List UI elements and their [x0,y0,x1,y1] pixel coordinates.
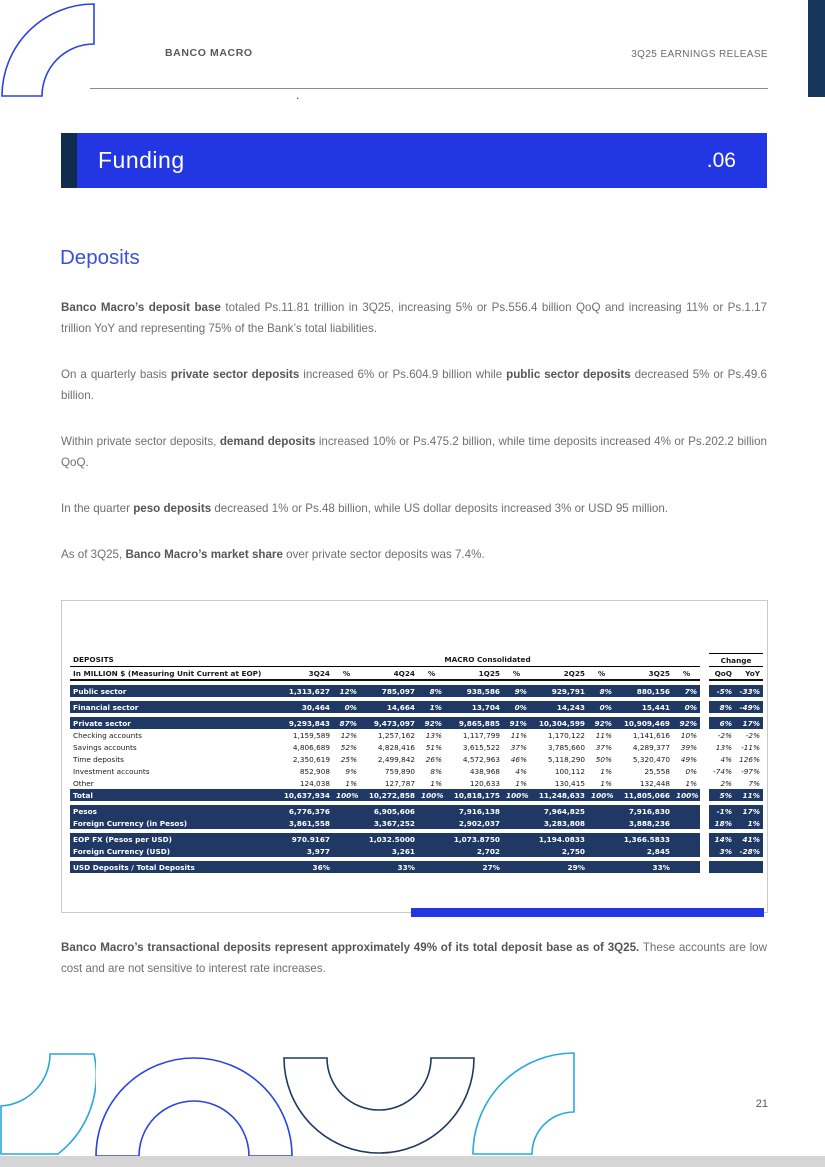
percent-cell: 1% [600,766,612,776]
value-cell: 10,304,599 [530,717,588,729]
percent-cell [418,833,445,845]
stray-dot: . [296,88,300,102]
value-cell: 7,964,825 [530,805,588,817]
value-cell: 5,320,470 [632,754,670,764]
gap-cell [700,685,709,697]
yoy-cell: -33% [735,685,763,697]
release-title: 3Q25 EARNINGS RELEASE [631,49,768,60]
value-cell: 3,261 [360,845,418,857]
value-cell: 4,572,963 [462,754,500,764]
percent-cell: 0% [588,701,615,713]
value-cell: 785,097 [360,685,418,697]
table-row [70,685,763,697]
qoq-cell: 13% [715,742,733,752]
gap-cell [700,861,709,873]
row-label: Investment accounts [73,766,150,776]
gap-cell [700,789,709,801]
header-rule [90,88,768,89]
yoy-cell: -28% [735,845,763,857]
value-cell: 10,909,469 [615,717,673,729]
percent-cell [333,845,360,857]
table-row [70,741,763,753]
value-cell: 13,704 [445,701,503,713]
text-segment: On a quarterly basis [61,368,171,381]
percent-cell: 8% [430,766,442,776]
quarter-column-header: 3Q25 [615,667,673,681]
table-row [70,861,763,873]
percent-cell: 1% [418,701,445,713]
text-segment: As of 3Q25, [61,548,126,561]
value-cell: 1,073.8750 [445,833,503,845]
value-cell: 25,558 [644,766,670,776]
percent-cell: 4% [515,766,527,776]
percent-cell: 51% [425,742,442,752]
percent-cell [503,861,530,873]
value-cell: 14,664 [360,701,418,713]
row-label: Foreign Currency (USD) [70,845,275,857]
value-cell: 132,448 [639,778,670,788]
value-cell: 6,776,376 [275,805,333,817]
table-row [70,777,763,789]
percent-cell: 100% [673,789,700,801]
gap-cell [700,741,709,753]
percent-cell [503,833,530,845]
gap-cell [700,753,709,765]
row-label: Time deposits [73,754,124,764]
change-column-header: YoY [735,667,763,681]
gap-cell [700,833,709,845]
value-cell: 929,791 [530,685,588,697]
row-label: Financial sector [70,701,275,713]
gap-cell [700,845,709,857]
bold-text-segment: Banco Macro’s deposit base [61,301,226,314]
row-label: Pesos [70,805,275,817]
value-cell: 100,112 [554,766,585,776]
text-segment: In the quarter [61,502,134,515]
table-row [70,789,763,801]
row-label: EOP FX (Pesos per USD) [70,833,275,845]
percent-cell: 13% [425,730,442,740]
percent-cell: 0% [673,701,700,713]
bold-text-segment: demand deposits [219,435,316,448]
percent-column-header: % [673,667,700,681]
value-cell: 33% [615,861,673,873]
row-label: Checking accounts [73,730,142,740]
gap-cell [700,805,709,817]
deposits-table [70,653,763,873]
percent-cell: 1% [515,778,527,788]
value-cell: 130,415 [554,778,585,788]
text-segment: increased 10% or Ps.475.2 billion, while time deposits increased 4% or Ps.202.2 billion QoQ. [61,435,767,469]
value-cell: 29% [530,861,588,873]
gap-cell [700,729,709,741]
corner-navy-rectangle [808,0,825,97]
gap-cell [700,817,709,829]
percent-cell: 100% [503,789,530,801]
table-row [70,753,763,765]
percent-cell: 100% [333,789,360,801]
value-cell: 852,908 [299,766,330,776]
qoq-cell: 2% [720,778,733,788]
text-segment: Within private sector deposits, [61,435,220,448]
yoy-cell: 126% [739,754,761,764]
percent-cell: 91% [503,717,530,729]
yoy-cell: 1% [735,817,763,829]
value-cell: 6,905,606 [360,805,418,817]
percent-cell: 1% [345,778,357,788]
banner-stripe [61,133,77,188]
paragraph [61,544,767,565]
gap-cell [700,701,709,713]
percent-cell: 7% [673,685,700,697]
footer-gray-bar [0,1156,825,1167]
qoq-cell: -5% [709,685,735,697]
qoq-cell: -2% [717,730,733,740]
percent-cell [418,817,445,829]
percent-column-header: % [588,667,615,681]
value-cell: 30,464 [275,701,333,713]
value-cell: 1,170,122 [547,730,585,740]
deposits-table-box [61,600,768,913]
percent-cell [673,861,700,873]
value-cell: 970.9167 [275,833,333,845]
percent-cell [588,861,615,873]
value-cell: 127,787 [384,778,415,788]
row-label: Other [73,778,94,788]
value-cell: 7,916,830 [615,805,673,817]
yoy-cell: -11% [741,742,761,752]
row-label: Total [70,789,275,801]
percent-cell [333,833,360,845]
gap-cell [700,765,709,777]
value-cell: 3,615,522 [462,742,500,752]
bold-text-segment: private sector deposits [170,368,300,381]
percent-cell [418,845,445,857]
yoy-cell: 41% [735,833,763,845]
value-cell: 7,916,138 [445,805,503,817]
body-copy [61,297,767,590]
value-cell: 14,243 [530,701,588,713]
value-cell: 2,845 [615,845,673,857]
qoq-cell: 14% [709,833,735,845]
value-cell: 4,806,689 [292,742,330,752]
value-cell: 124,038 [299,778,330,788]
yoy-cell: 17% [735,805,763,817]
percent-cell: 12% [340,730,357,740]
value-cell: 33% [360,861,418,873]
row-label: Public sector [70,685,275,697]
bold-text-segment: peso deposits [133,502,212,515]
value-cell: 3,283,808 [530,817,588,829]
percent-cell: 1% [430,778,442,788]
percent-cell: 10% [680,730,698,740]
percent-cell: 52% [340,742,357,752]
table-row [70,765,763,777]
text-segment: increased 6% or Ps.604.9 billion while [299,368,507,381]
bold-text-segment: Banco Macro’s market share [125,548,283,561]
row-label: Savings accounts [73,742,137,752]
value-cell: 3,977 [275,845,333,857]
percent-cell: 1% [600,778,612,788]
qoq-cell: 3% [709,845,735,857]
quarter-column-header: 1Q25 [445,667,503,681]
value-cell: 9,293,843 [275,717,333,729]
table-header-row [70,667,763,681]
yoy-cell: 11% [735,789,763,801]
percent-cell [588,833,615,845]
percent-cell: 92% [418,717,445,729]
value-cell: 1,366.5833 [615,833,673,845]
value-cell: 2,750 [530,845,588,857]
table-row [70,817,763,829]
paragraph [61,498,767,519]
value-cell: 4,828,416 [377,742,415,752]
page-number: 21 [755,1098,768,1110]
value-cell: 1,159,589 [292,730,330,740]
qoq-cell: -74% [713,766,733,776]
value-cell: 1,141,616 [632,730,670,740]
percent-cell [333,805,360,817]
text-segment: totaled Ps.11.81 trillion in 3Q25, increasing 5% or Ps.556.4 billion QoQ and increasing 11% or Ps.1.17 trillion YoY and representing 75% of the Bank’s total liabilities. [61,301,767,335]
value-cell: 2,702 [445,845,503,857]
gap-cell [700,717,709,729]
percent-cell [673,845,700,857]
table-row [70,845,763,857]
value-cell: 2,902,037 [445,817,503,829]
banner-section-number: .06 [706,148,736,172]
percent-cell [333,861,360,873]
table-title-row [70,654,763,667]
percent-cell: 26% [425,754,442,764]
percent-cell [588,817,615,829]
value-cell: 3,785,660 [547,742,585,752]
qoq-cell: 18% [709,817,735,829]
paragraph [61,364,767,406]
brand-title: BANCO MACRO [165,47,253,59]
percent-cell: 92% [673,717,700,729]
yoy-cell: 7% [748,778,761,788]
table-row [70,833,763,845]
table-accent-bar [411,908,764,917]
bold-text-segment: public sector deposits [506,368,631,381]
value-cell: 438,968 [469,766,500,776]
value-cell: 5,118,290 [547,754,585,764]
percent-cell: 100% [588,789,615,801]
text-segment: decreased 1% or Ps.48 billion, while US dollar deposits increased 3% or USD 95 million. [211,502,669,515]
footer-copy [61,937,767,1004]
percent-cell [673,833,700,845]
table-title: DEPOSITS [70,654,275,667]
percent-column-header: % [333,667,360,681]
percent-cell [418,805,445,817]
value-cell: 10,637,934 [275,789,333,801]
row-label: USD Deposits / Total Deposits [70,861,275,873]
value-cell: 1,257,162 [377,730,415,740]
qoq-cell: 6% [709,717,735,729]
percent-cell: 92% [588,717,615,729]
paragraph [61,431,767,473]
arc-decoration-bottom-4 [472,1052,576,1156]
value-cell: 880,156 [615,685,673,697]
percent-cell: 49% [680,754,698,764]
percent-cell [673,805,700,817]
percent-cell [418,861,445,873]
percent-cell: 11% [510,730,527,740]
percent-cell: 37% [595,742,612,752]
value-cell: 10,272,858 [360,789,418,801]
percent-column-header: % [503,667,530,681]
value-cell: 4,289,377 [632,742,670,752]
yoy-cell [735,861,763,873]
percent-cell: 12% [333,685,360,697]
value-cell: 3,888,236 [615,817,673,829]
gap-column [700,667,709,681]
percent-cell [503,845,530,857]
percent-cell: 0% [685,766,698,776]
percent-column-header: % [418,667,445,681]
yoy-cell: -2% [745,730,761,740]
gap-cell [700,777,709,789]
table-group-header: MACRO Consolidated [275,654,700,667]
percent-cell [673,817,700,829]
deposits-heading: Deposits [60,246,140,269]
qoq-cell: 5% [709,789,735,801]
text-segment: These accounts are low cost and are not sensitive to interest rate increases. [61,941,767,975]
arc-decoration-bottom-1 [0,1052,96,1156]
percent-cell: 9% [345,766,357,776]
value-cell: 1,194.0833 [530,833,588,845]
value-cell: 11,248,633 [530,789,588,801]
value-cell: 759,890 [384,766,415,776]
bold-text-segment: Banco Macro’s transactional deposits represent approximately 49% of its total deposit base as of 3Q25. [61,941,640,954]
percent-cell: 11% [595,730,612,740]
value-cell: 1,032.5000 [360,833,418,845]
percent-cell: 8% [418,685,445,697]
text-segment: over private sector deposits was 7.4%. [282,548,485,561]
quarter-column-header: 3Q24 [275,667,333,681]
percent-cell [503,805,530,817]
table-row [70,701,763,713]
qoq-cell: -1% [709,805,735,817]
paragraph [61,297,767,339]
value-cell: 2,350,619 [292,754,330,764]
percent-cell: 0% [333,701,360,713]
qoq-cell: 8% [709,701,735,713]
table-change-header: Change [709,654,763,667]
value-cell: 27% [445,861,503,873]
paragraph [61,937,767,979]
percent-cell: 37% [510,742,527,752]
percent-cell: 100% [418,789,445,801]
text-segment: decreased 5% or Ps.49.6 billion. [61,368,767,402]
value-cell: 2,499,842 [377,754,415,764]
yoy-cell: -97% [741,766,761,776]
percent-cell [503,817,530,829]
section-banner [61,133,767,188]
change-column-header: QoQ [709,667,735,681]
table-row [70,717,763,729]
percent-cell: 50% [595,754,612,764]
value-cell: 1,313,627 [275,685,333,697]
percent-cell [333,817,360,829]
percent-cell: 1% [685,778,698,788]
yoy-cell: -49% [735,701,763,713]
banner-title: Funding [98,147,185,173]
value-cell: 11,805,066 [615,789,673,801]
percent-cell: 87% [333,717,360,729]
value-cell: 3,861,558 [275,817,333,829]
value-cell: 3,367,252 [360,817,418,829]
percent-cell: 9% [503,685,530,697]
percent-cell: 39% [680,742,698,752]
value-cell: 10,818,175 [445,789,503,801]
value-cell: 120,633 [469,778,500,788]
value-cell: 9,865,885 [445,717,503,729]
percent-cell: 46% [510,754,527,764]
row-label: Private sector [70,717,275,729]
percent-cell: 8% [588,685,615,697]
table-row [70,805,763,817]
row-label: Foreign Currency (in Pesos) [70,817,275,829]
quarter-column-header: 2Q25 [530,667,588,681]
value-cell: 36% [275,861,333,873]
percent-cell: 0% [503,701,530,713]
value-cell: 15,441 [615,701,673,713]
table-measure-header: In MILLION $ (Measuring Unit Current at EOP) [70,667,275,681]
percent-cell [588,805,615,817]
value-cell: 938,586 [445,685,503,697]
value-cell: 9,473,097 [360,717,418,729]
percent-cell: 25% [340,754,357,764]
arc-decoration-bottom-3 [283,1057,475,1155]
table-row [70,729,763,741]
qoq-cell [709,861,735,873]
value-cell: 1,117,799 [462,730,500,740]
qoq-cell: 4% [720,754,733,764]
percent-cell [588,845,615,857]
arc-decoration-bottom-2 [95,1057,293,1157]
yoy-cell: 17% [735,717,763,729]
arc-decoration-top-left [0,0,100,100]
quarter-column-header: 4Q24 [360,667,418,681]
